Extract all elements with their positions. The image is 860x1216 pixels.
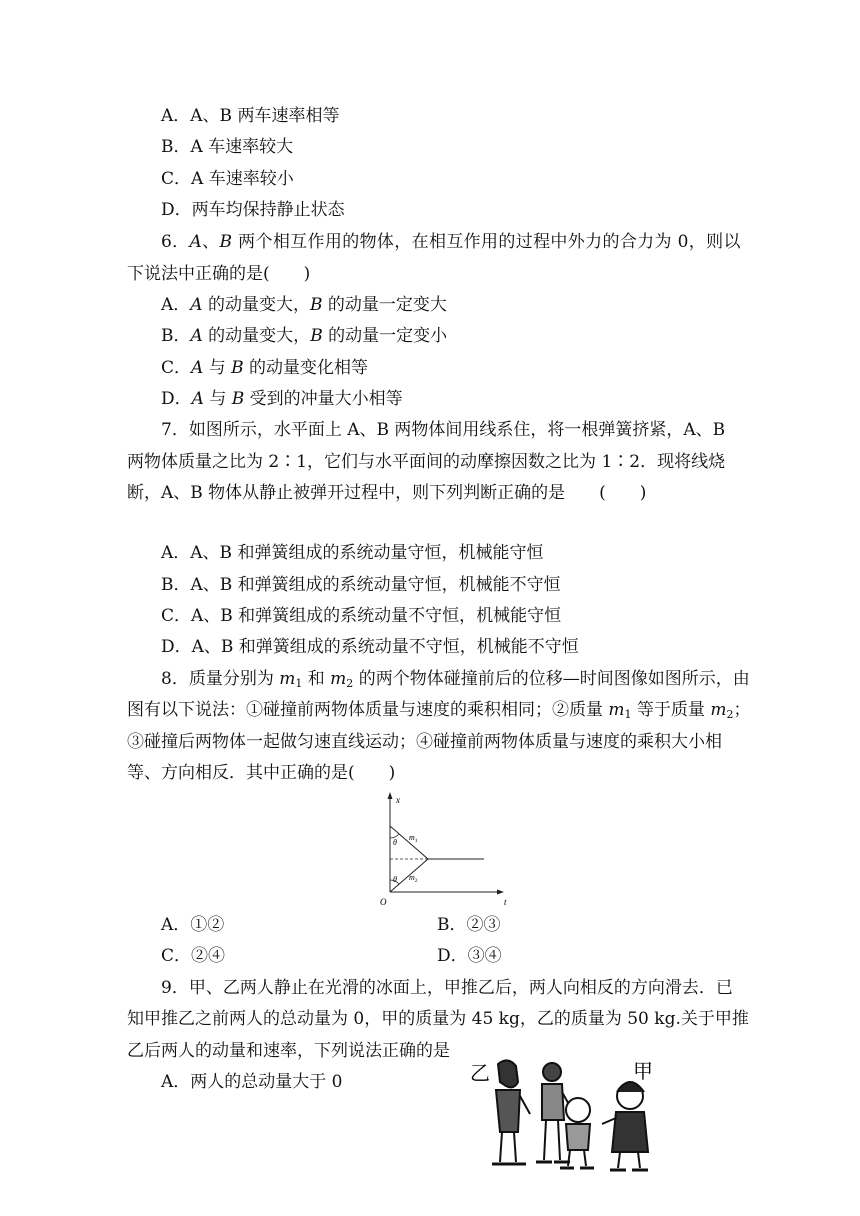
q8-text: 等于质量 bbox=[631, 700, 711, 720]
q8-text: 的两个物体碰撞前后的位移—时间图像如图所示，由 bbox=[353, 669, 750, 689]
q8-option-c: C．②④ bbox=[161, 946, 226, 966]
q8-stem-line2 bbox=[127, 698, 750, 722]
var-m: m bbox=[710, 700, 727, 720]
q6-number: 6． bbox=[161, 232, 190, 252]
position-time-graph bbox=[372, 790, 512, 910]
person-child bbox=[560, 1098, 594, 1168]
q6-stem-line2: 下说法中正确的是( ) bbox=[127, 264, 311, 284]
option-text: 的动量一定变大 bbox=[322, 295, 447, 315]
q9-stem-line1: 9．甲、乙两人静止在光滑的冰面上，甲推乙后，两人向相反的方向滑去．已 bbox=[161, 978, 733, 998]
q6-stem-line1 bbox=[161, 230, 741, 254]
q5-option-a: A．A、B 两车速率相等 bbox=[161, 106, 340, 126]
q7-stem-line1: 7．如图所示，水平面上 A、B 两物体间用线系住，将一根弹簧挤紧，A、B bbox=[161, 420, 726, 440]
var-b: B bbox=[231, 358, 244, 378]
q6-option-d bbox=[161, 387, 403, 411]
var-m: m bbox=[330, 669, 347, 689]
y-axis-arrow-icon bbox=[388, 792, 393, 799]
y-axis-label: x bbox=[396, 795, 400, 805]
var-a: A bbox=[191, 358, 204, 378]
var-a: A bbox=[189, 232, 203, 252]
option-text: 受到的冲量大小相等 bbox=[244, 389, 403, 409]
var-b: B bbox=[219, 232, 233, 252]
var-a: A bbox=[190, 295, 203, 315]
q6-sep: 、 bbox=[202, 232, 220, 252]
var-a: A bbox=[190, 326, 203, 346]
q5-option-b: B．A 车速率较大 bbox=[161, 137, 294, 157]
m2-label: $m_2$ bbox=[409, 873, 418, 884]
origin-label: O bbox=[380, 897, 387, 907]
q6-option-a bbox=[161, 293, 447, 317]
subscript: 1 bbox=[295, 677, 303, 690]
q8-text: ； bbox=[733, 700, 751, 720]
option-letter: D． bbox=[161, 389, 192, 409]
q8-stem-line4: 等、方向相反．其中正确的是( ) bbox=[127, 763, 396, 783]
option-text: 的动量变大， bbox=[202, 326, 311, 346]
q8-text: 8．质量分别为 bbox=[161, 669, 280, 689]
subscript: 1 bbox=[624, 708, 632, 721]
person-yi bbox=[492, 1060, 530, 1164]
var-m: m bbox=[608, 700, 625, 720]
q8-option-d: D．③④ bbox=[437, 946, 502, 966]
person-jia bbox=[602, 1082, 648, 1170]
option-letter: B． bbox=[161, 326, 191, 346]
option-text: 的动量一定变小 bbox=[322, 326, 448, 346]
q8-stem-line1 bbox=[161, 667, 750, 691]
q9-stem-line3: 乙后两人的动量和速率，下列说法正确的是 bbox=[127, 1041, 450, 1061]
skaters-illustration bbox=[470, 1052, 690, 1177]
subscript: 2 bbox=[726, 708, 734, 721]
x-axis-arrow-icon bbox=[497, 890, 504, 895]
q6-option-c bbox=[161, 356, 368, 380]
q8-text: 和 bbox=[302, 669, 331, 689]
q7-option-a: A．A、B 和弹簧组成的系统动量守恒，机械能守恒 bbox=[161, 543, 544, 563]
option-text: 与 bbox=[203, 358, 232, 378]
q6-option-b bbox=[161, 324, 447, 348]
option-text: 与 bbox=[203, 389, 232, 409]
var-b: B bbox=[231, 389, 245, 409]
label-jia: 甲 bbox=[633, 1059, 653, 1083]
q7-option-d: D．A、B 和弹簧组成的系统动量不守恒，机械能不守恒 bbox=[161, 637, 579, 657]
var-m: m bbox=[279, 669, 296, 689]
var-a: A bbox=[191, 389, 204, 409]
theta-label-bottom: θ bbox=[393, 875, 397, 884]
option-letter: A． bbox=[161, 295, 191, 315]
q9-stem-line2: 知甲推乙之前两人的总动量为 0，甲的质量为 45 kg，乙的质量为 50 kg.关于甲推 bbox=[127, 1009, 749, 1029]
q7-stem-line3: 断，A、B 物体从静止被弹开过程中，则下列判断正确的是 ( ) bbox=[127, 483, 647, 503]
var-b: B bbox=[310, 326, 323, 346]
var-b: B bbox=[309, 295, 323, 315]
q9-option-a: A．两人的总动量大于 0 bbox=[161, 1072, 343, 1092]
x-axis-label: t bbox=[504, 897, 507, 907]
q5-option-c: C．A 车速率较小 bbox=[161, 169, 294, 189]
q6-stem-text: 两个相互作用的物体，在相互作用的过程中外力的合力为 0，则以 bbox=[232, 232, 741, 252]
q7-option-b: B．A、B 和弹簧组成的系统动量守恒，机械能不守恒 bbox=[161, 575, 561, 595]
q5-option-d: D．两车均保持静止状态 bbox=[161, 200, 345, 220]
label-yi: 乙 bbox=[470, 1061, 490, 1085]
q7-option-c: C．A、B 和弹簧组成的系统动量不守恒，机械能守恒 bbox=[161, 606, 562, 626]
q8-option-b: B．②③ bbox=[437, 915, 501, 935]
q8-stem-line3: ③碰撞后两物体一起做匀速直线运动；④碰撞前两物体质量与速度的乘积大小相 bbox=[127, 732, 722, 752]
q8-text: 图有以下说法：①碰撞前两物体质量与速度的乘积相同；②质量 bbox=[127, 700, 609, 720]
option-text: 的动量变大， bbox=[202, 295, 310, 315]
q7-stem-line2: 两物体质量之比为 2∶1，它们与水平面间的动摩擦因数之比为 1∶2．现将线烧 bbox=[127, 452, 726, 472]
option-text: 的动量变化相等 bbox=[243, 358, 369, 378]
subscript: 2 bbox=[346, 677, 354, 690]
option-letter: C． bbox=[161, 358, 192, 378]
q8-option-a: A．①② bbox=[161, 915, 225, 935]
m1-label: $m_1$ bbox=[409, 833, 418, 844]
theta-label-top: θ bbox=[393, 838, 397, 847]
